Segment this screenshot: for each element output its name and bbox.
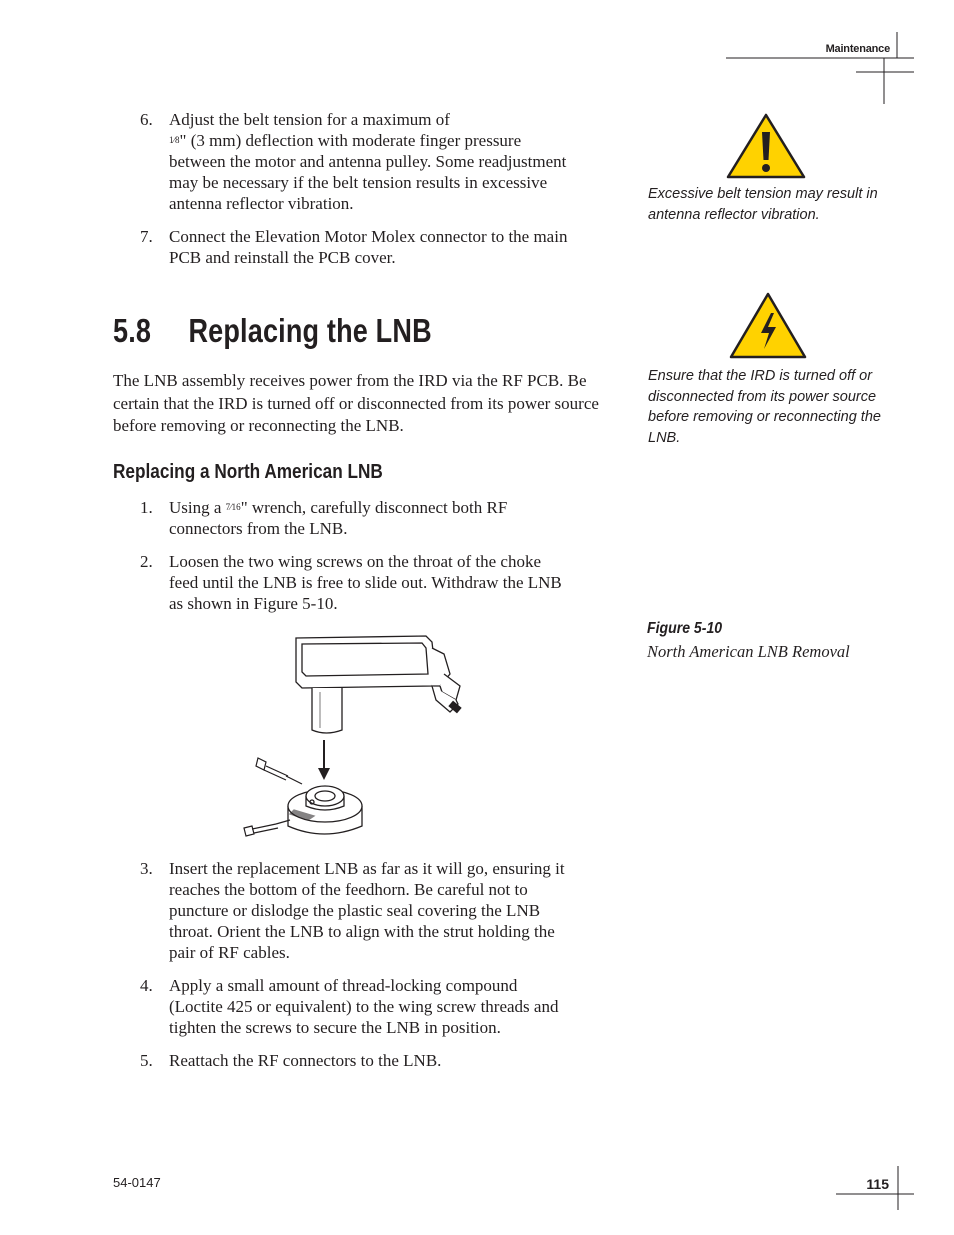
page-number: 115 <box>866 1176 889 1192</box>
arrow-down-icon <box>318 740 330 780</box>
header-section-label: Maintenance <box>825 43 890 55</box>
wing-screw-lower <box>244 820 290 836</box>
step-text-part: Using a <box>169 498 222 517</box>
intro-paragraph: The LNB assembly receives power from the IRD via the RF PCB. Be certain that the IRD is turned off or disconnected from its power source before removing or reconnecting the LNB. <box>113 371 599 435</box>
step-number: 6. <box>140 110 153 129</box>
list-item <box>113 226 573 268</box>
step-number: 5. <box>140 1051 153 1070</box>
step-text: Insert the replacement LNB as far as it will go, ensuring it reaches the bottom of the feedhorn. Be careful not to puncture or dislodge the plastic seal covering the LNB throat. Orient the LNB to align with the strut holding the pair of RF cables. <box>169 859 565 962</box>
step-text: Loosen the two wing screws on the throat of the choke feed until the LNB is free to slide out. Withdraw the LNB as shown in Figure 5-10. <box>169 552 562 613</box>
step-text: Reattach the RF connectors to the LNB. <box>169 1051 442 1070</box>
exclamation-warning-icon <box>725 112 807 180</box>
document-number: 54-0147 <box>113 1175 161 1190</box>
warning-caption-belt: Excessive belt tension may result in antenna reflector vibration. <box>648 186 878 223</box>
step-text <box>169 109 573 214</box>
steps-top-list <box>113 109 573 268</box>
step-number: 3. <box>140 859 153 878</box>
figure-caption: North American LNB Removal <box>647 642 850 661</box>
section-number: 5.8 <box>113 312 152 349</box>
list-item <box>113 975 573 1038</box>
step-text: Apply a small amount of thread-locking compound (Loctite 425 or equivalent) to the wing screw threads and tighten the screws to secure the LNB in position. <box>169 976 559 1037</box>
step-text <box>169 497 573 539</box>
warning-caption-ird: Ensure that the IRD is turned off or disconnected from its power source before removing or reconnecting the LNB. <box>648 368 881 446</box>
step-number: 7. <box>140 227 153 246</box>
wing-screw-upper <box>256 758 302 784</box>
lnb-removal-illustration <box>236 630 476 845</box>
step-number: 4. <box>140 976 153 995</box>
list-item <box>113 497 573 539</box>
header-crop-marks <box>720 28 920 108</box>
high-voltage-warning-icon <box>728 291 808 361</box>
list-item <box>113 109 573 214</box>
step-text-part: " (3 mm) deflection with moderate finger pressure between the motor and antenna pulley. Some readjustment may be necessary if the belt tension results in excessive antenna reflector vibration. <box>169 131 567 213</box>
step-text-part: Adjust the belt tension for a maximum of <box>169 110 450 129</box>
step-text-part: " wrench, carefully disconnect both RF connectors from the LNB. <box>169 498 508 538</box>
feedhorn-base <box>288 786 362 834</box>
step-text: Connect the Elevation Motor Molex connector to the main PCB and reinstall the PCB cover. <box>169 227 568 267</box>
list-item <box>113 551 573 614</box>
section-heading <box>113 312 432 350</box>
lnb-throat <box>312 688 342 733</box>
subsection-heading: Replacing a North American LNB <box>113 461 383 483</box>
figure-label: Figure 5-10 <box>647 620 723 637</box>
steps-b-list <box>113 858 573 1071</box>
list-item <box>113 858 573 963</box>
step-number: 1. <box>140 498 153 517</box>
fraction: 7⁄16 <box>225 502 241 512</box>
section-title: Replacing the LNB <box>188 312 432 349</box>
list-item <box>113 1050 573 1071</box>
steps-a-list <box>113 497 573 614</box>
fraction: 1⁄8 <box>169 135 180 145</box>
step-number: 2. <box>140 552 153 571</box>
